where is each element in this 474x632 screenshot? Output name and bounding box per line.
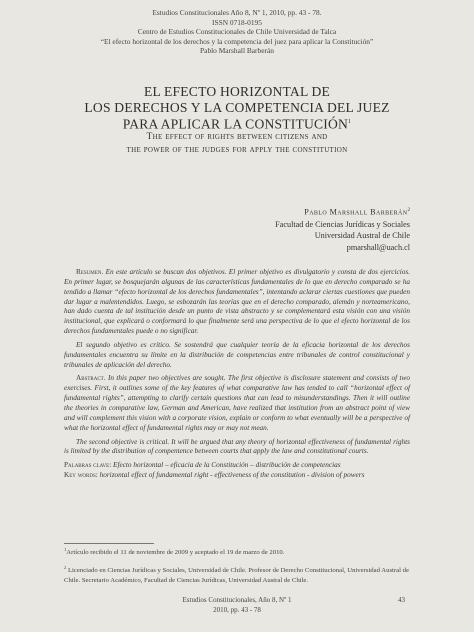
page-number: 43 — [398, 596, 405, 604]
author-name-line — [275, 205, 410, 219]
abstract-block — [64, 268, 410, 481]
resumen-label: Resumen. — [76, 268, 104, 276]
footer-pages: 2010, pp. 43 - 78 — [213, 605, 261, 614]
footnote-2 — [64, 563, 410, 585]
resumen-paragraph-2: El segundo objetivo es crítico. Se sostendrá que cualquier teoría de la eficacia horizontal de los derechos fundamentales encuentra su límite en la distribución de competencias entre tribunales de control constitucional y tribunales de aplicación del derecho. — [64, 340, 410, 369]
article-subtitle — [0, 130, 474, 156]
header-issn: ISSN 0718-0195 — [212, 17, 262, 27]
footnote-2-mark: 2 — [64, 565, 67, 571]
title-line-1: EL EFECTO HORIZONTAL DE — [143, 84, 331, 99]
footnote-divider — [64, 543, 154, 544]
keywords-es-label: Palabras clave: — [64, 461, 112, 470]
resumen-paragraph-1 — [64, 268, 410, 337]
footnotes — [64, 545, 410, 591]
footnote-2-text: Licenciado en Ciencias Jurídicas y Sociales, Universidad de Chile. Profesor de Derecho Constitucional, Universidad Austral de Chile. Secretario Académico, Facultad de Ciencias Jurídicas, Universidad Austral de Chile. — [64, 567, 409, 584]
running-header — [0, 8, 474, 56]
abstract-text-1: In this paper two objectives are sought. The first objective is disclosure statement and consists of two exercises. First, it outlines some of the key features of what comparative law has tended to call “horizontal effect of fundamental rights”, attempting to clarify certain questions that can lead to misunderstandings. Then it will outline the theories in comparative law, German and American, have realized that institution from an abstract point of view and will complement this vision with a corporate vision, explain or conform to what eventually will be a perspective of what the horizontal effect of fundamental rights may or may not mean. — [64, 374, 411, 432]
header-center: Centro de Estudios Constitucionales de Chile Universidad de Talca — [137, 27, 337, 37]
header-author: Pablo Marshall Barberán — [200, 46, 274, 56]
keywords-en-text: horizontal effect of fundamental right - effectiveness of the constitution - division of powers — [99, 471, 365, 480]
title-footnote-mark: 1 — [348, 119, 352, 125]
footnote-1-text: Artículo recibido el 11 de noviembre de 2009 y aceptado el 19 de marzo de 2010. — [66, 549, 285, 557]
header-journal-line: Estudios Constitucionales Año 8, Nº 1, 2010, pp. 43 - 78. — [152, 8, 322, 17]
footer-journal: Estudios Constitucionales, Año 8, Nº 1 — [182, 596, 292, 604]
article-title — [0, 84, 474, 132]
author-university: Universidad Austral de Chile — [314, 231, 410, 241]
resumen-text-1: En este artículo se buscan dos objetivos. El primer objetivo es divulgatorio y consta de dos ejercicios. En primer lugar, se bosquejarán algunas de las características fundamentales de lo que en derecho comparado se ha tendido a llamar “efecto horizontal de los derechos fundamentales”, intentando aclarar ciertas cuestiones que pueden dar lugar a malentendidos. Luego, se esbozarán las teorías que en el derecho comparado, alemán y norteamericano, han dado cuenta de tal institución desde un punto de vista abstracto y se complementará esta visión con una visión institucional, que explicará o conformará lo que finalmente será una perspectiva de lo que el efecto horizontal de los derechos fundamentales puede o no significar. — [64, 268, 411, 336]
title-line-2: LOS DERECHOS Y LA COMPETENCIA DEL JUEZ — [84, 99, 390, 115]
footnote-1 — [64, 545, 410, 557]
subtitle-line-2: the power of the judges for apply the constitution — [126, 144, 348, 155]
header-article-title: “El efecto horizontal de los derechos y la competencia del juez para aplicar la Constitución” — [100, 36, 374, 46]
author-faculty: Facultad de Ciencias Jurídicas y Sociales — [275, 219, 410, 229]
author-email: pmarshall@uach.cl — [346, 243, 410, 253]
keywords-en-label: Key words: — [64, 471, 98, 480]
abstract-paragraph-2: The second objective is critical. It will be argued that any theory of horizontal effectiveness of fundamental rights is limited by the distribution of compentence between courts that apply the law and constitutional courts. — [64, 437, 410, 456]
abstract-paragraph-1 — [64, 374, 410, 433]
author-footnote-mark: 2 — [407, 208, 410, 213]
title-line-3-text: PARA APLICAR LA CONSTITUCIÓN — [122, 116, 349, 132]
subtitle-line-1: The effect of rights between citizens and — [146, 131, 328, 142]
abstract-label: Abstract. — [76, 374, 106, 383]
author-block — [275, 205, 410, 254]
keywords-es-text: Efecto horizontal – eficacia de la Constitución – distribución de competencias — [113, 461, 341, 470]
keywords-es — [64, 461, 410, 471]
keywords-en — [64, 471, 410, 481]
footnote-1-mark: 1 — [64, 547, 67, 552]
author-name: Pablo Marshall Barberán — [304, 207, 408, 217]
